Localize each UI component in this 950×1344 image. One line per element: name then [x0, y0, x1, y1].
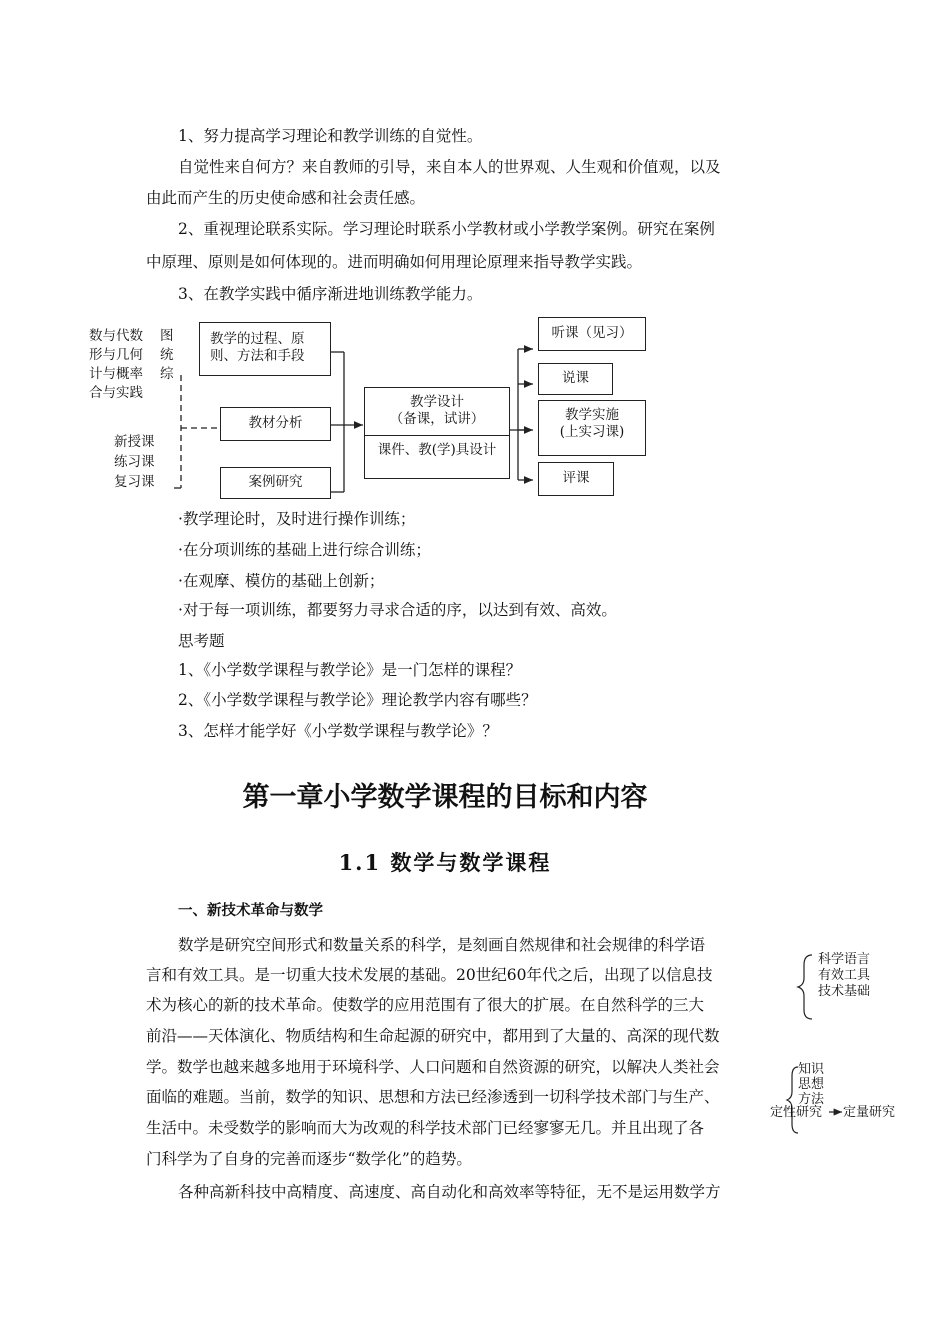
body-line-6: 面临的难题。当前，数学的知识、思想和方法已经渗透到一切科学技术部门与生产、 [146, 1088, 720, 1106]
left-label-right-2: 统 [160, 347, 174, 363]
margin-note-knowledge: 知识 [798, 1062, 825, 1077]
intro-line-4: 3、在教学实践中循序渐进地训练教学能力。 [178, 285, 483, 303]
left-label-1: 数与代数 [89, 328, 143, 344]
bullet-2: ·在分项训练的基础上进行综合训练； [178, 541, 431, 559]
box-case-study: 案例研究 [220, 467, 331, 499]
intro-line-3a: 2、重视理论联系实际。学习理论时联系小学教材或小学教学案例。研究在案例 [178, 220, 715, 238]
box-implementation [538, 400, 646, 456]
left-label-4: 合与实践 [89, 385, 143, 401]
box-evaluate: 评课 [538, 462, 614, 496]
box-process: 教学的过程、原则、方法和手段 [199, 322, 331, 376]
section-title: 1.1 数学与数学课程 [338, 850, 552, 875]
box-speak: 说课 [538, 363, 613, 395]
intro-line-1: 1、努力提高学习理论和教学训练的自觉性。 [178, 127, 483, 145]
courseware-design: 课件、教(学)具设计 [365, 435, 509, 459]
margin-note-1: 科学语言 [818, 952, 871, 967]
body-line-1: 数学是研究空间形式和数量关系的科学，是刻画自然规律和社会规律的科学语 [178, 936, 706, 954]
intro-line-2b: 由此而产生的历史使命感和社会责任感。 [146, 189, 426, 207]
question-2: 2、《小学数学课程与教学论》理论教学内容有哪些？ [178, 691, 537, 709]
margin-note-quantitative: 定量研究 [843, 1105, 896, 1120]
left-label-right-1: 图 [160, 328, 174, 344]
lesson-type-new: 新授课 [114, 434, 155, 450]
intro-line-2a: 自觉性来自何方？来自教师的引导，来自本人的世界观、人生观和价值观，以及 [178, 158, 721, 176]
margin-note-thought: 思想 [798, 1077, 825, 1092]
box-teaching-design [364, 387, 510, 479]
box-textbook-analysis: 教材分析 [220, 407, 331, 441]
margin-note-2: 有效工具 [818, 968, 871, 983]
margin-note-qualitative: 定性研究 [770, 1105, 823, 1120]
bullet-4: ·对于每一项训练，都要努力寻求合适的序，以达到有效、高效。 [178, 601, 617, 619]
body-line-4: 前沿——天体演化、物质结构和生命起源的研究中，都用到了大量的、高深的现代数 [146, 1027, 720, 1045]
box-listen: 听课（见习） [538, 317, 646, 351]
body-line-7: 生活中。未受数学的影响而大为改观的科学技术部门已经寥寥无几。并且出现了各 [146, 1119, 705, 1137]
left-label-2: 形与几何 [89, 347, 143, 363]
lesson-type-practice: 练习课 [114, 454, 155, 470]
bullet-3: ·在观摩、模仿的基础上创新； [178, 572, 385, 590]
bullet-1: ·教学理论时，及时进行操作训练； [178, 510, 416, 528]
question-1: 1、《小学数学课程与教学论》是一门怎样的课程？ [178, 661, 522, 679]
left-label-right-3: 综 [160, 366, 174, 382]
impl-title: 教学实施 [565, 407, 619, 423]
teaching-design-sub: （备课，试讲） [389, 411, 485, 427]
body-line-3: 术为核心的新的技术革命。使数学的应用范围有了很大的扩展。在自然科学的三大 [146, 996, 705, 1014]
subheading: 一、新技术革命与数学 [178, 903, 323, 919]
body-line-2: 言和有效工具。是一切重大技术发展的基础。20世纪60年代之后，出现了以信息技 [146, 966, 713, 984]
body-line-5: 学。数学也越来越多地用于环境科学、人口问题和自然资源的研究，以解决人类社会 [146, 1058, 720, 1076]
chapter-title: 第一章小学数学课程的目标和内容 [242, 782, 648, 813]
margin-note-method: 方法 [798, 1092, 825, 1107]
left-label-3: 计与概率 [89, 366, 143, 382]
lesson-type-review: 复习课 [114, 474, 155, 490]
intro-line-3b: 中原理、原则是如何体现的。进而明确如何用理论原理来指导教学实践。 [146, 253, 643, 271]
question-3: 3、怎样才能学好《小学数学课程与教学论》？ [178, 722, 498, 740]
teaching-design-title: 教学设计 [410, 394, 464, 410]
margin-note-3: 技术基础 [818, 984, 871, 999]
questions-title: 思考题 [178, 632, 225, 650]
body-line-8: 门科学为了自身的完善而逐步“数学化”的趋势。 [146, 1150, 472, 1168]
impl-sub: (上实习课) [559, 424, 625, 440]
body-line-9: 各种高新科技中高精度、高速度、高自动化和高效率等特征，无不是运用数学方 [178, 1183, 721, 1201]
